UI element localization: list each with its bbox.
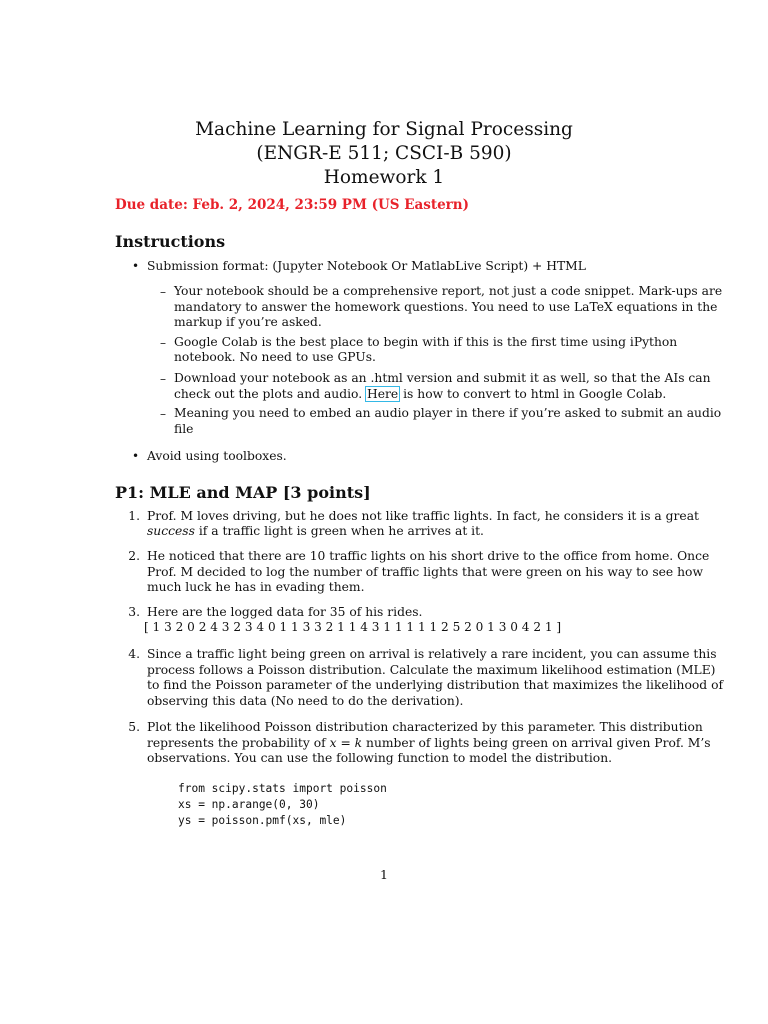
sub-item-notebook-line2: mandatory to answer the homework questions. You need to use LaTeX equations in the <box>174 300 718 314</box>
bullet-icon: • <box>132 449 140 463</box>
item2-line3: much luck he has in evading them. <box>147 580 365 594</box>
logged-data-vector: [ 1 3 2 0 2 4 3 2 3 4 0 1 1 3 3 2 1 1 4 3 1 1 1 1 1 2 5 2 0 1 3 0 4 2 1 ] <box>144 620 562 634</box>
item5-math: x = k <box>329 736 363 750</box>
dash-icon: – <box>160 285 166 299</box>
item5-line2-pre: represents the probability of <box>147 736 326 750</box>
sub-item-audio-line1: Meaning you need to embed an audio player in there if you’re asked to submit an audio <box>174 406 722 420</box>
sub-item-notebook-line3: markup if you’re asked. <box>174 315 322 329</box>
item-number: 3. <box>128 605 140 619</box>
code-line-xs: xs = np.arange(0, 30) <box>178 798 320 811</box>
item5-line2-post: number of lights being green on arrival given Prof. M’s <box>366 736 711 750</box>
item5-line2 <box>147 736 711 752</box>
code-line-import: from scipy.stats import poisson <box>178 782 387 795</box>
sub-item-download-pre: check out the plots and audio. <box>174 387 363 401</box>
item2-line2: Prof. M decided to log the number of traffic lights that were green on his way to see how <box>147 565 703 579</box>
bullet-icon: • <box>132 259 140 273</box>
dash-icon: – <box>160 407 166 421</box>
item-number: 1. <box>128 509 140 523</box>
item1-line2 <box>147 524 484 540</box>
p1-heading: P1: MLE and MAP [3 points] <box>115 483 371 502</box>
sub-item-colab-line1: Google Colab is the best place to begin with if this is the first time using iPython <box>174 335 678 349</box>
sub-item-notebook-line1: Your notebook should be a comprehensive report, not just a code snippet. Mark-ups are <box>174 284 723 298</box>
item-number: 5. <box>128 720 140 734</box>
item2-line1: He noticed that there are 10 traffic lights on his short drive to the office from home. Once <box>147 549 710 563</box>
due-date: Due date: Feb. 2, 2024, 23:59 PM (US Eastern) <box>115 197 469 213</box>
bullet-toolboxes: Avoid using toolboxes. <box>147 449 287 463</box>
course-codes: (ENGR-E 511; CSCI-B 590) <box>256 143 512 164</box>
item1-line1: Prof. M loves driving, but he does not like traffic lights. In fact, he considers it is a great <box>147 509 699 523</box>
item-number: 2. <box>128 549 140 563</box>
item4-line2: process follows a Poisson distribution. Calculate the maximum likelihood estimation (MLE) <box>147 663 716 677</box>
course-title: Machine Learning for Signal Processing <box>195 119 573 140</box>
item5-line1: Plot the likelihood Poisson distribution characterized by this parameter. This distribution <box>147 720 703 734</box>
here-link[interactable]: Here <box>367 387 399 401</box>
item3-line1: Here are the logged data for 35 of his rides. <box>147 605 423 619</box>
item4-line1: Since a traffic light being green on arrival is relatively a rare incident, you can assume this <box>147 647 717 661</box>
sub-item-audio-line2: file <box>174 422 194 436</box>
sub-item-download-line2 <box>174 387 666 403</box>
dash-icon: – <box>160 372 166 386</box>
page-number: 1 <box>380 867 388 882</box>
sub-item-colab-line2: notebook. No need to use GPUs. <box>174 350 376 364</box>
item1-success-emphasis: success <box>147 524 195 538</box>
item5-line3: observations. You can use the following function to model the distribution. <box>147 751 613 765</box>
bullet-submission-format: Submission format: (Jupyter Notebook Or MatlabLive Script) + HTML <box>147 259 586 273</box>
sub-item-download-post: is how to convert to html in Google Colab. <box>403 387 667 401</box>
sub-item-download-line1: Download your notebook as an .html version and submit it as well, so that the AIs can <box>174 371 711 385</box>
instructions-heading: Instructions <box>115 232 226 251</box>
item1-line2-rest: if a traffic light is green when he arrives at it. <box>198 524 484 538</box>
item-number: 4. <box>128 647 140 661</box>
code-line-ys: ys = poisson.pmf(xs, mle) <box>178 814 347 827</box>
dash-icon: – <box>160 336 166 350</box>
homework-title: Homework 1 <box>323 167 445 188</box>
item4-line3: to find the Poisson parameter of the underlying distribution that maximizes the likelihood of <box>147 678 724 692</box>
item4-line4: observing this data (No need to do the derivation). <box>147 694 464 708</box>
